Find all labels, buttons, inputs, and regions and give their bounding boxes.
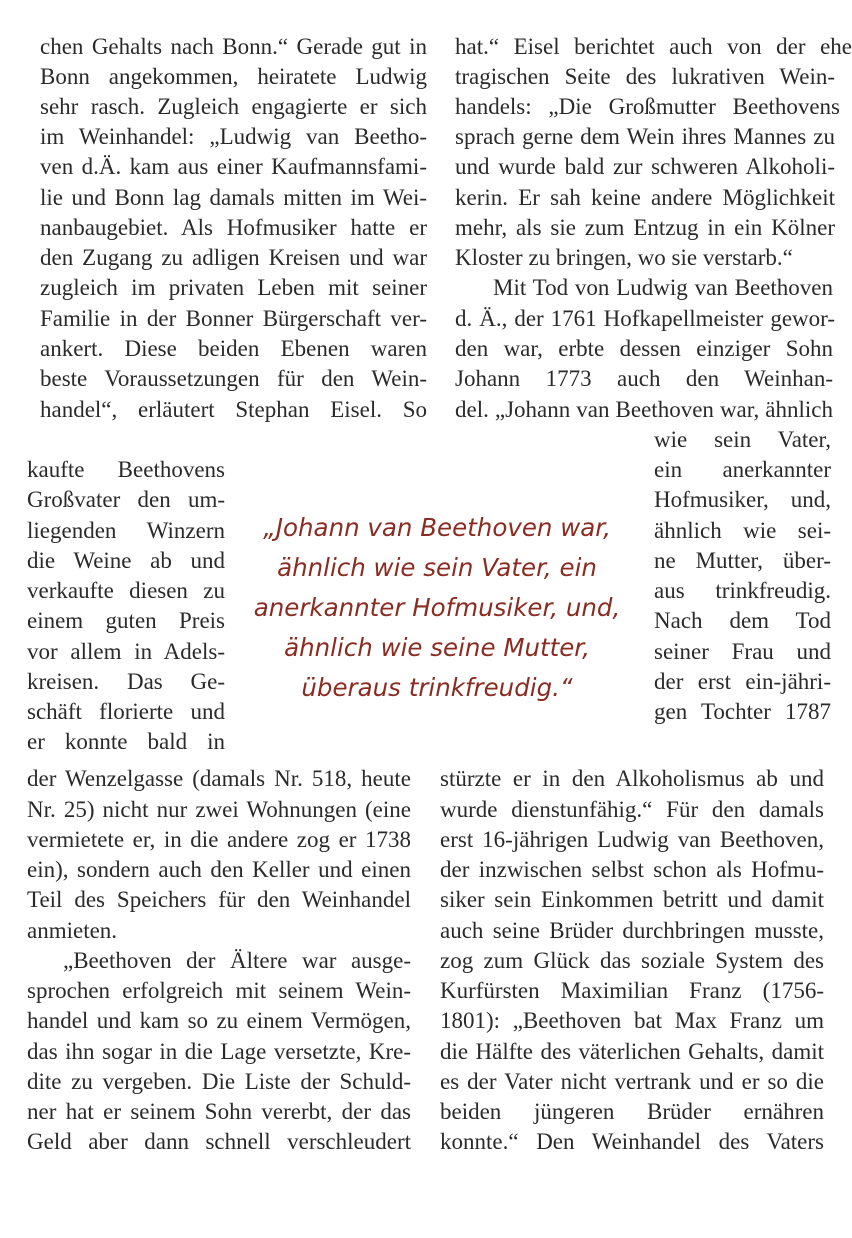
text-line: ankert. Diese beiden Ebenen waren [40,336,427,361]
text-line: tragischen Seite des lukrativen Wein- [455,64,835,89]
text-line: einem guten Preis [27,608,225,633]
text-line: gen Tochter 1787 [654,699,831,724]
text-line: der Wenzelgasse (damals Nr. 518, heute [27,766,411,791]
text-line: der erst ein-jähri- [654,669,831,694]
text-line: ähnlich wie sei- [654,518,831,543]
text-line: ven d.Ä. kam aus einer Kaufmannsfami- [40,154,427,179]
text-line: das ihn sogar in die Lage versetzte, Kre- [27,1039,411,1064]
text-line: siker sein Einkommen betritt und damit [440,887,824,912]
text-line: Bonn angekommen, heiratete Ludwig [40,64,427,89]
text-line: beste Voraussetzungen für den Wein- [40,366,427,391]
text-line: zog zum Glück das soziale System des [440,948,824,973]
text-line: sprach gerne dem Wein ihres Mannes zu [455,124,835,149]
text-line: und wurde bald zur schweren Alkoholi- [455,154,835,179]
text-line: Kurfürsten Maximilian Franz (1756- [440,978,824,1003]
text-line: stürzte er in den Alkoholismus ab und [440,766,824,791]
text-line: anmieten. [27,918,118,943]
text-line: chen Gehalts nach Bonn.“ Gerade gut in [40,34,427,59]
pull-quote-line: ähnlich wie seine Mutter, [284,633,590,662]
text-line: sehr rasch. Zugleich engagierte er sich [40,94,427,119]
text-line: Nr. 25) nicht nur zwei Wohnungen (eine [27,797,411,822]
text-line: dite zu vergeben. Die Liste der Schuld- [27,1069,411,1094]
text-line: schäft florierte und [27,699,225,724]
text-line: Mit Tod von Ludwig van Beethoven [493,275,833,300]
text-line: handel und kam so zu einem Vermögen, [27,1008,411,1033]
text-line: sprochen erfolgreich mit seinem Wein- [27,978,411,1003]
text-line: kerin. Er sah keine andere Möglichkeit [455,185,835,210]
text-line: vermietete er, in die andere zog er 1738 [27,827,411,852]
text-line: lie und Bonn lag damals mitten im Wei- [40,185,427,210]
text-line: Nach dem Tod [654,608,831,633]
pull-quote-line: überaus trinkfreudig.“ [301,673,573,702]
text-line: Hofmusiker, und, [654,487,831,512]
text-line: mehr, als sie zum Entzug in ein Kölner [455,215,835,240]
text-line: die Hälfte des väterlichen Gehalts, damit [440,1039,824,1064]
text-line: Familie in der Bonner Bürgerschaft ver- [40,306,427,331]
text-line: Geld aber dann schnell verschleudert [27,1129,411,1154]
text-line: aus trinkfreudig. [654,578,831,603]
text-line: nanbaugebiet. Als Hofmusiker hatte er [40,215,427,240]
text-line: Johann 1773 auch den Weinhan- [455,366,833,391]
text-line: ne Mutter, über- [654,548,831,573]
text-line: „Beethoven der Ältere war ausge- [63,948,411,973]
text-line: liegenden Winzern [27,518,225,543]
text-line: ein), sondern auch den Keller und einen [27,857,411,882]
text-line: Kloster zu bringen, wo sie verstarb.“ [455,245,793,270]
text-line: handels: „Die Großmutter Beethovens [455,94,840,119]
text-line: den Zugang zu adligen Kreisen und war [40,245,427,270]
text-line: del. „Johann van Beethoven war, ähnlich [455,397,833,422]
text-line: wie sein Vater, [654,427,831,452]
text-line: ein anerkannter [654,457,831,482]
text-line: der inzwischen selbst schon als Hofmu- [440,857,824,882]
text-line: auch seine Brüder durchbringen musste, [440,918,824,943]
pull-quote [244,508,630,708]
text-line: die Weine ab und [27,548,225,573]
text-line: es der Vater nicht vertrank und er so die [440,1069,824,1094]
text-line: ner hat er seinem Sohn vererbt, der das [27,1099,411,1124]
text-line: wurde dienstunfähig.“ Für den damals [440,797,824,822]
text-line: Teil des Speichers für den Weinhandel [27,887,411,912]
text-line: kaufte Beethovens [27,457,225,482]
pull-quote-line: ähnlich wie sein Vater, ein [277,553,597,582]
text-line: konnte.“ Den Weinhandel des Vaters [440,1129,824,1154]
text-line: erst 16-jährigen Ludwig van Beethoven, [440,827,824,852]
text-line: 1801): „Beethoven bat Max Franz um [440,1008,824,1033]
text-line: Großvater den um- [27,487,225,512]
text-line: handel“, erläutert Stephan Eisel. So [40,397,427,422]
pull-quote-line: anerkannter Hofmusiker, und, [253,593,621,622]
text-line: den war, erbte dessen einziger Sohn [455,336,833,361]
text-line: zugleich im privaten Leben mit seiner [40,275,427,300]
text-line: d. Ä., der 1761 Hofkapellmeister gewor- [455,306,835,331]
text-line: hat.“ Eisel berichtet auch von der ehe [455,34,852,59]
pull-quote-line: „Johann van Beethoven war, [263,513,611,542]
text-line: seiner Frau und [654,639,831,664]
text-line: verkaufte diesen zu [27,578,225,603]
text-line: vor allem in Adels- [27,639,225,664]
text-line: beiden jüngeren Brüder ernähren [440,1099,824,1124]
text-line: im Weinhandel: „Ludwig van Beetho- [40,124,427,149]
text-line: kreisen. Das Ge- [27,669,225,694]
text-line: er konnte bald in [27,729,225,754]
